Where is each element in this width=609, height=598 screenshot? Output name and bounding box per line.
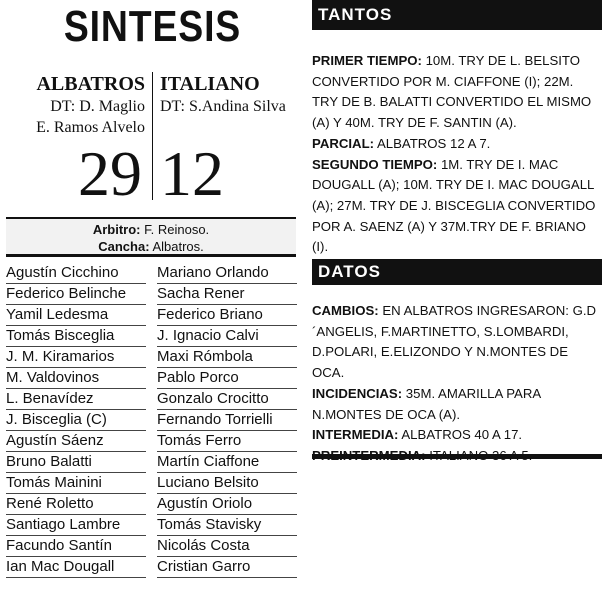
incidents-label: INCIDENCIAS: — [312, 385, 403, 401]
team-a-player: J. M. Kiramarios — [6, 347, 146, 368]
venue-label: Cancha: — [98, 239, 150, 254]
partial-text: ALBATROS 12 A 7. — [376, 135, 491, 151]
team-a-player: Federico Belinche — [6, 284, 146, 305]
team-a-player: Yamil Ledesma — [6, 305, 146, 326]
team-b-lineup — [157, 263, 297, 578]
team-a-player: J. Bisceglia (C) — [6, 410, 146, 431]
team-a-player: Ian Mac Dougall — [6, 557, 146, 578]
team-a-score: 29 — [78, 138, 142, 209]
team-b-player: Maxi Rómbola — [157, 347, 297, 368]
team-a-player: René Roletto — [6, 494, 146, 515]
team-b — [160, 72, 286, 117]
team-b-player: Gonzalo Crocitto — [157, 389, 297, 410]
referee-name: F. Reinoso. — [144, 222, 210, 237]
team-a-coach-line-1: DT: D. Maglio — [50, 98, 145, 115]
team-b-player: Cristian Garro — [157, 557, 297, 578]
first-half-text: 10M. TRY DE L. BELSITO CONVERTIDO POR M. CIAFFONE (I); 22M. TRY DE B. BALATTI CONVERTIDO EL MISMO (A) Y 40M. TRY DE F. SANTIN (A). — [312, 53, 592, 131]
venue-name: Albatros. — [152, 239, 204, 254]
team-a-player: Tomás Bisceglia — [6, 326, 146, 347]
team-a-name: ALBATROS — [36, 73, 145, 95]
team-b-player: Federico Briano — [157, 305, 297, 326]
team-a-player: M. Valdovinos — [6, 368, 146, 389]
incidents-text: 35M. AMARILLA PARA N.MONTES DE OCA (A). — [312, 385, 541, 422]
tantos-body — [312, 51, 602, 258]
team-a — [36, 72, 145, 138]
page-title: SINTESIS — [63, 2, 242, 51]
changes-text: EN ALBATROS INGRESARON: G.D´ANGELIS, F.MARTINETTO, S.LOMBARDI, D.POLARI, E.ELIZONDO Y N.MONTES DE OCA. — [312, 303, 597, 381]
summary-right-column — [312, 0, 602, 598]
team-b-player: J. Ignacio Calvi — [157, 326, 297, 347]
second-half-label: SEGUNDO TIEMPO: — [312, 156, 438, 172]
team-b-player: Fernando Torrielli — [157, 410, 297, 431]
referee-label: Arbitro: — [92, 222, 141, 237]
team-a-coach-line-2: E. Ramos Alvelo — [36, 119, 145, 136]
team-b-name: ITALIANO — [160, 73, 260, 95]
team-a-lineup — [6, 263, 146, 578]
changes-label: CAMBIOS: — [312, 303, 379, 318]
partial-label: PARCIAL: — [312, 135, 375, 151]
venue-line — [6, 238, 296, 255]
second-half-text: 1M. TRY DE I. MAC DOUGALL (A); 10M. TRY DE I. MAC DOUGALL (A); 27M. TRY DE J. BISCEGLIA CONVERTIDO POR A. SAENZ (A) Y 37M.TRY DE F. BRIANO (I). — [312, 156, 596, 255]
team-a-player: Facundo Santín — [6, 536, 146, 557]
referee-line — [6, 221, 296, 238]
team-b-player: Mariano Orlando — [157, 263, 297, 284]
officials-box — [6, 217, 296, 257]
bottom-rule — [312, 454, 602, 459]
team-b-player: Tomás Stavisky — [157, 515, 297, 536]
team-b-player: Luciano Belsito — [157, 473, 297, 494]
team-a-player: Agustín Sáenz — [6, 431, 146, 452]
team-a-player: L. Benavídez — [6, 389, 146, 410]
tantos-heading: TANTOS — [312, 0, 602, 30]
team-b-player: Pablo Porco — [157, 368, 297, 389]
team-a-player: Agustín Cicchino — [6, 263, 146, 284]
intermediate-label: INTERMEDIA: — [312, 427, 399, 443]
datos-body — [312, 301, 602, 467]
datos-heading: DATOS — [312, 259, 602, 285]
team-a-player: Santiago Lambre — [6, 515, 146, 536]
score-divider — [152, 72, 153, 200]
team-b-player: Nicolás Costa — [157, 536, 297, 557]
team-b-score: 12 — [160, 138, 224, 209]
team-b-player: Agustín Oriolo — [157, 494, 297, 515]
team-b-player: Tomás Ferro — [157, 431, 297, 452]
team-b-player: Sacha Rener — [157, 284, 297, 305]
team-a-player: Tomás Mainini — [6, 473, 146, 494]
team-a-player: Bruno Balatti — [6, 452, 146, 473]
team-b-coach-line-1: DT: S.Andina Silva — [160, 98, 286, 115]
intermediate-text: ALBATROS 40 A 17. — [401, 427, 523, 443]
first-half-label: PRIMER TIEMPO: — [312, 53, 422, 68]
team-b-player: Martín Ciaffone — [157, 452, 297, 473]
